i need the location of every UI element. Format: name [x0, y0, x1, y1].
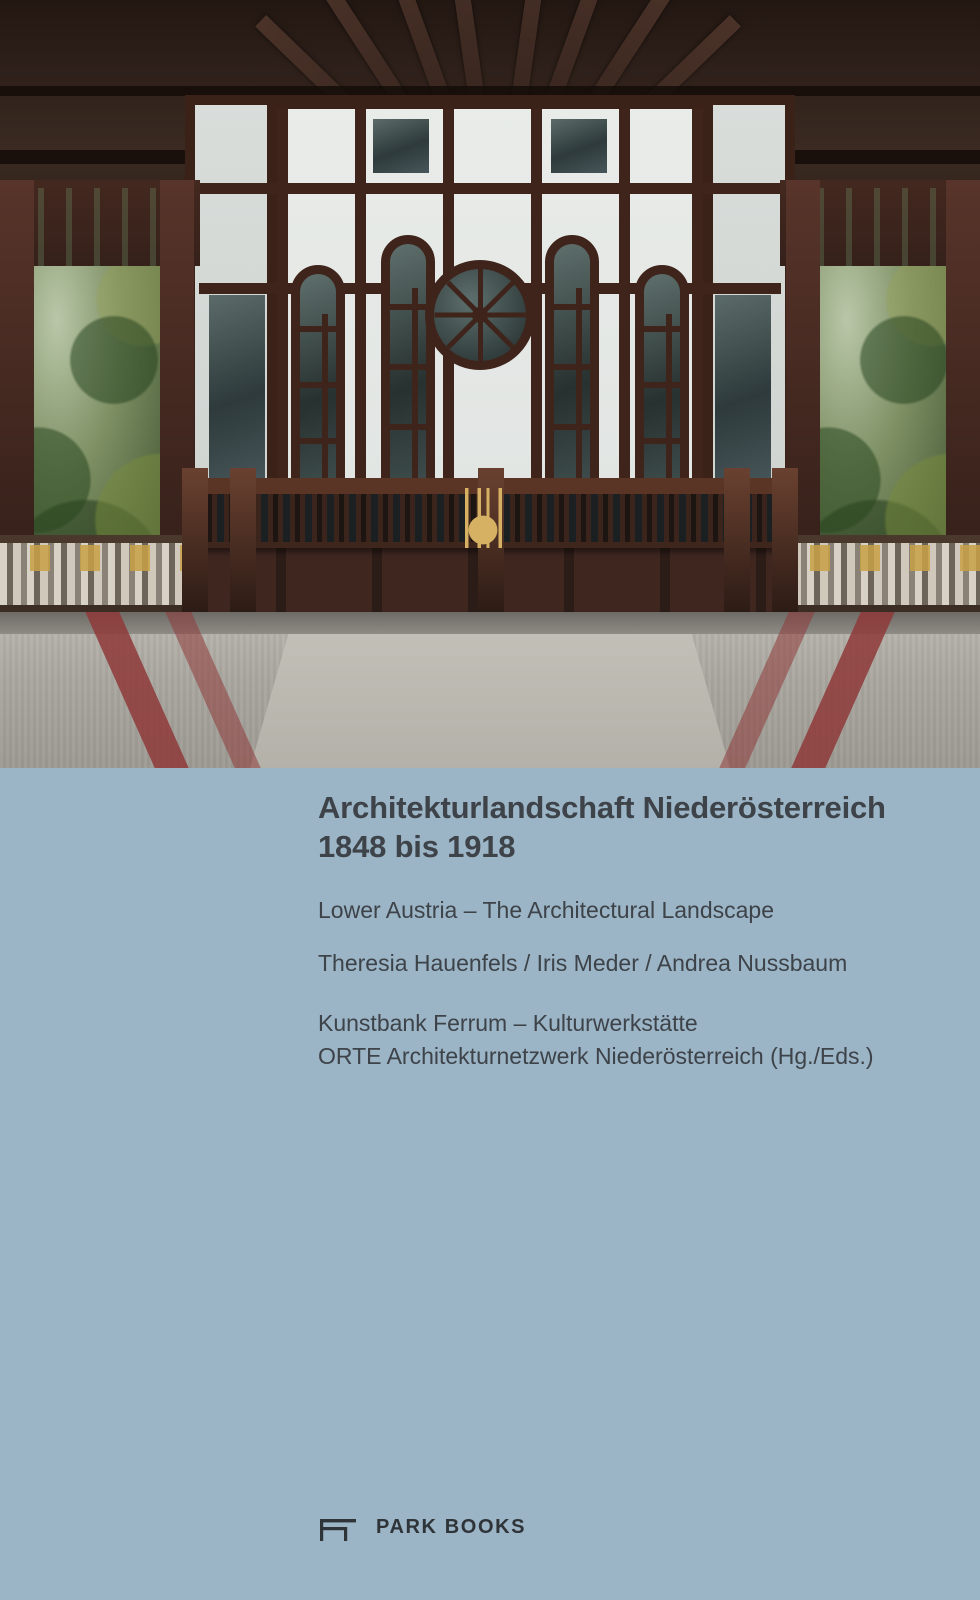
gilded-lyre-ornament	[455, 488, 511, 548]
arched-window-center-right	[545, 235, 599, 491]
page-title	[318, 788, 940, 866]
editors-block	[318, 1007, 940, 1072]
cover-photograph	[0, 0, 980, 768]
park-bench-icon	[318, 1512, 358, 1542]
arched-window-center-left	[381, 235, 435, 491]
publisher-logo	[318, 1512, 526, 1542]
editor-line-2: ORTE Architekturnetzwerk Niederösterreich (Hg./Eds.)	[318, 1042, 874, 1069]
arcade-left	[0, 180, 200, 650]
authors-line: Theresia Hauenfels / Iris Meder / Andrea Nussbaum	[318, 949, 848, 976]
subtitle-english: Lower Austria – The Architectural Landscape	[318, 897, 775, 924]
circular-oculus-window	[425, 260, 535, 370]
low-balustrade-right	[780, 535, 980, 615]
cover-text-panel	[0, 768, 980, 1600]
arched-window-right	[635, 265, 689, 491]
arcade-right	[780, 180, 980, 650]
arched-window-left	[291, 265, 345, 491]
publisher-name: PARK BOOKS	[376, 1515, 527, 1538]
title-line-2: 1848 bis 1918	[318, 829, 516, 865]
title-line-1: Architekturlandschaft Niederösterreich	[318, 790, 886, 825]
title-group	[318, 788, 940, 1072]
editor-line-1: Kunstbank Ferrum – Kulturwerkstätte	[318, 1009, 698, 1036]
terrazzo-floor	[0, 612, 980, 768]
low-balustrade-left	[0, 535, 200, 615]
